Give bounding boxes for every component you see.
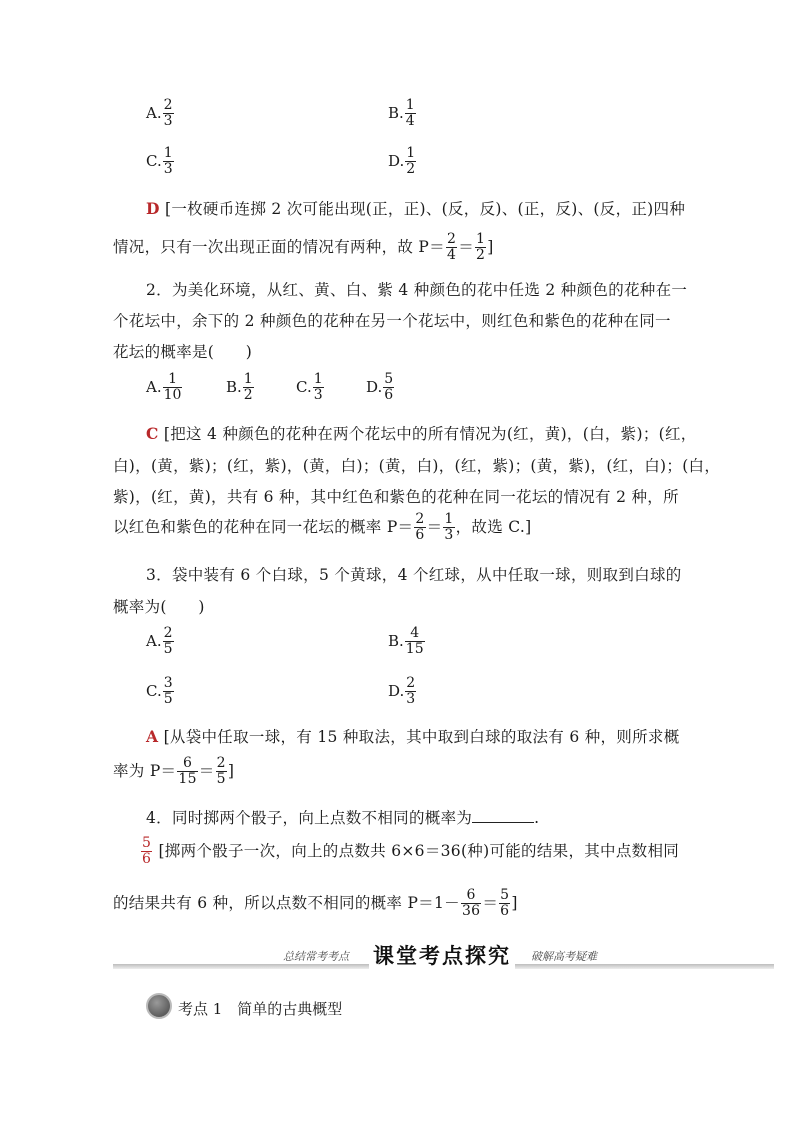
q2-stem-line-3: 花坛的概率是( ) (113, 343, 253, 361)
q3-option-a: A. $\frac{2}{5}$ (146, 625, 173, 658)
banner-left-text: 总结常考考点 (283, 950, 349, 963)
q2-option-d: D. $\frac{5}{6}$ (366, 371, 394, 404)
q1-option-a: A. $\frac{2}{3}$ (146, 97, 173, 130)
q2-option-b: B. $\frac{1}{2}$ (226, 371, 253, 404)
q4-stem: 4．同时掷两个骰子，向上点数不相同的概率为 . (146, 809, 540, 827)
q3-option-d: D. $\frac{2}{3}$ (388, 675, 416, 708)
circle-bullet-icon (146, 993, 172, 1019)
q3-stem-line-2: 概率为( ) (113, 598, 205, 616)
q1-solution-line-2: 情况，只有一次出现正面的情况有两种，故 P＝ $\frac{2}{4}$ ＝ $\frac{1}{2}$ ] (113, 231, 494, 264)
q2-answer: C (146, 424, 159, 443)
kaodian-heading: 考点 1 简单的古典概型 (178, 1000, 343, 1018)
q2-stem-line-1: 2．为美化环境，从红、黄、白、紫 4 种颜色的花中任选 2 种颜色的花种在一 (146, 281, 688, 299)
q3-option-b: B. $\frac{4}{15}$ (388, 625, 424, 658)
q2-option-c: C. $\frac{1}{3}$ (296, 371, 323, 404)
banner-right-text: 破解高考疑难 (531, 950, 597, 963)
q1-answer: D (146, 199, 160, 218)
banner-title: 课堂考点探究 (369, 940, 515, 970)
q4-answer-blank (472, 808, 534, 823)
q4-answer: $\frac{5}{6}$ (142, 835, 152, 868)
q4-solution-line-2: 的结果共有 6 种，所以点数不相同的概率 P＝1－ $\frac{6}{36}$ ＝ $\frac{5}{6}$ ] (113, 887, 518, 920)
q1-option-d: D. $\frac{1}{2}$ (388, 145, 416, 178)
q3-solution-line-2: 率为 P＝ $\frac{6}{15}$ ＝ $\frac{2}{5}$ ] (113, 755, 235, 788)
q1-solution-line-1: D [一枚硬币连掷 2 次可能出现(正，正)、(反，反)、(正，反)、(反，正)四种 (146, 199, 686, 218)
q2-solution-line-2: 白)，(黄，紫)；(红，紫)，(黄，白)；(黄，白)，(红，紫)；(黄，紫)，(红，白)；(白， (113, 457, 721, 475)
q3-solution-line-1: A [从袋中任取一球，有 15 种取法，其中取到白球的取法有 6 种，则所求概 (146, 727, 680, 746)
q4-solution-line-1: $\frac{5}{6}$ [掷两个骰子一次，向上的点数共 6×6＝36(种)可能的结果，其中点数相同 (142, 835, 680, 868)
q1-option-c: C. $\frac{1}{3}$ (146, 145, 173, 178)
q3-answer: A (146, 727, 159, 746)
q2-solution-line-4: 以红色和紫色的花种在同一花坛的概率 P＝ $\frac{2}{6}$ ＝ $\frac{1}{3}$ ，故选 C.] (113, 511, 532, 544)
q1-option-b: B. $\frac{1}{4}$ (388, 97, 415, 130)
q2-option-a: A. $\frac{1}{10}$ (146, 371, 182, 404)
q3-stem-line-1: 3．袋中装有 6 个白球，5 个黄球，4 个红球，从中任取一球，则取到白球的 (146, 566, 682, 584)
q2-solution-line-1: C [把这 4 种颜色的花种在两个花坛中的所有情况为(红，黄)，(白，紫)；(红， (146, 424, 697, 443)
q2-solution-line-3: 紫)，(红，黄)，共有 6 种，其中红色和紫色的花种在同一花坛的情况有 2 种，所 (113, 488, 679, 506)
q3-option-c: C. $\frac{3}{5}$ (146, 675, 173, 708)
section-banner (113, 940, 774, 974)
q2-stem-line-2: 个花坛中，余下的 2 种颜色的花种在另一个花坛中，则红色和紫色的花种在同一 (113, 312, 671, 330)
